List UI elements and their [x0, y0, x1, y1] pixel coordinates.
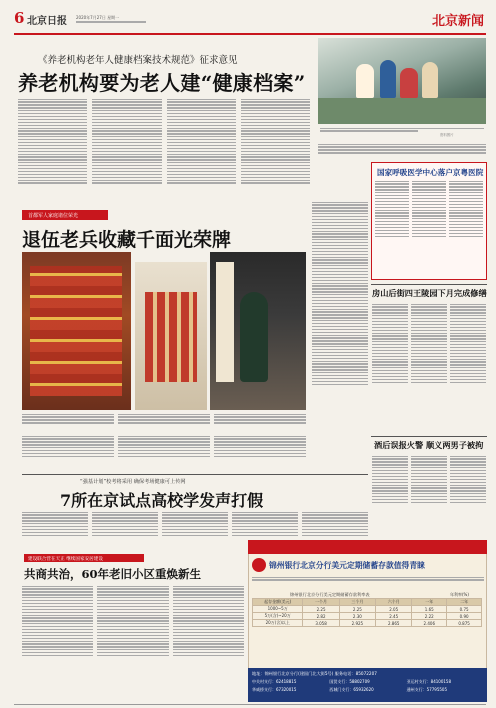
table-cell: 2.925 [339, 620, 375, 627]
bank-intro [252, 575, 484, 589]
table-cell: 2.865 [376, 620, 412, 627]
bank-address: 地址：锦州银行北京分行(建国门北大街5号) 服务电话：85072207 [252, 671, 377, 676]
housing-headline: 共商共治，60年老旧小区重焕新生 [24, 567, 202, 581]
paper-name: 北京日报 [27, 16, 67, 27]
table-cell: 0.875 [447, 620, 482, 627]
veteran-body [22, 434, 306, 472]
table-cell: 3.058 [303, 620, 339, 627]
bank-table-unit: 年利率(%) [450, 592, 469, 597]
masthead-rule [14, 33, 486, 35]
table-cell: 1000~5万 [253, 606, 303, 613]
real-estate-body [372, 302, 486, 432]
real-estate-headline: 房山后街四王陵园下月完成修缮 [372, 288, 487, 298]
column-header: 一个月 [303, 599, 339, 606]
top-headline: 养老机构要为老人建“健康档案” [18, 71, 306, 95]
branch-phone: 中关村支行：62418815 [252, 679, 297, 684]
table-row [253, 606, 482, 613]
center-story-columns [312, 200, 368, 480]
branch-phone: 亚运村支行：84100158 [406, 679, 452, 684]
masthead [14, 8, 486, 34]
table-row [253, 613, 482, 620]
veteran-photo-left [22, 252, 131, 410]
top-body-columns [18, 97, 310, 195]
veteran-headline: 退伍老兵收藏千面光荣牌 [22, 229, 232, 251]
branch-phone: 西城门支行：65932620 [329, 687, 374, 692]
top-photo [318, 38, 486, 124]
veteran-photo-right [210, 252, 306, 410]
veteran-photo-middle [135, 262, 207, 410]
bank-rate-table-wrap [252, 598, 482, 627]
table-cell: 2.05 [376, 606, 412, 613]
bank-rate-table [252, 598, 482, 627]
issue-date: 2020年7月27日 星期一 [76, 15, 120, 20]
table-cell: 5万(含)~20万 [253, 613, 303, 620]
housing-kicker: 建设联合营在天正 继续国家安居建设 [28, 556, 103, 562]
column-header: 六个月 [376, 599, 412, 606]
top-kicker: 《养老机构老年人健康档案技术规范》征求意见 [38, 55, 238, 66]
hospital-body [375, 179, 483, 275]
table-cell: 2.82 [303, 613, 339, 620]
bank-logo [252, 558, 266, 572]
housing-body [22, 584, 244, 704]
photo-credit: 资料图片 [440, 133, 454, 137]
universities-kicker: “强基计划”校考将采用 确保考场健康可上传网 [80, 479, 186, 485]
wine-body [372, 454, 486, 532]
bank-branches [252, 679, 484, 693]
top-right-columns [318, 142, 486, 162]
veteran-kicker: 首都军人家庭诸位荣光 [28, 213, 79, 219]
veteran-captions [22, 412, 306, 434]
table-cell: 2.25 [339, 606, 375, 613]
bank-ad-top-band [248, 540, 487, 554]
bank-table-title: 锦州银行北京分行美元定期储蓄存款利率表 [290, 592, 370, 597]
table-cell: 2.25 [303, 606, 339, 613]
column-header: 二年 [447, 599, 482, 606]
page-bottom-rule [14, 704, 486, 705]
table-cell: 20万(含)以上 [253, 620, 303, 627]
branch-phone: 国贸支行：58802709 [329, 679, 370, 684]
wine-rule [371, 436, 487, 437]
branch-phone: 华威桥支行：67320015 [252, 687, 297, 692]
table-cell: 0.75 [447, 606, 482, 613]
table-header-row [253, 599, 482, 606]
table-cell: 0.90 [447, 613, 482, 620]
branch-phone: 通州支行：57795505 [406, 687, 448, 692]
column-header: 起存金额(美元) [253, 599, 303, 606]
table-cell: 2.22 [412, 613, 447, 620]
bank-headline: 锦州银行北京分行美元定期储蓄存款值得青睐 [269, 561, 425, 570]
table-cell: 2.406 [412, 620, 447, 627]
table-row [253, 620, 482, 627]
real-estate-rule [371, 284, 487, 285]
table-cell: 2.45 [376, 613, 412, 620]
universities-rule [22, 474, 368, 475]
top-photo-caption [320, 126, 484, 140]
column-header: 三个月 [339, 599, 375, 606]
table-cell: 1.65 [412, 606, 447, 613]
table-cell: 2.30 [339, 613, 375, 620]
hospital-headline: 国家呼吸医学中心落户京粤医院 [377, 168, 484, 177]
column-header: 一年 [412, 599, 447, 606]
universities-headline: 7所在京试点高校学发声打假 [60, 491, 264, 510]
masthead-subline [76, 21, 146, 23]
wine-headline: 酒后误报火警 顺义两男子被拘 [374, 440, 484, 450]
page-number: 6 [14, 9, 25, 27]
section-title: 北京新闻 [431, 14, 484, 29]
